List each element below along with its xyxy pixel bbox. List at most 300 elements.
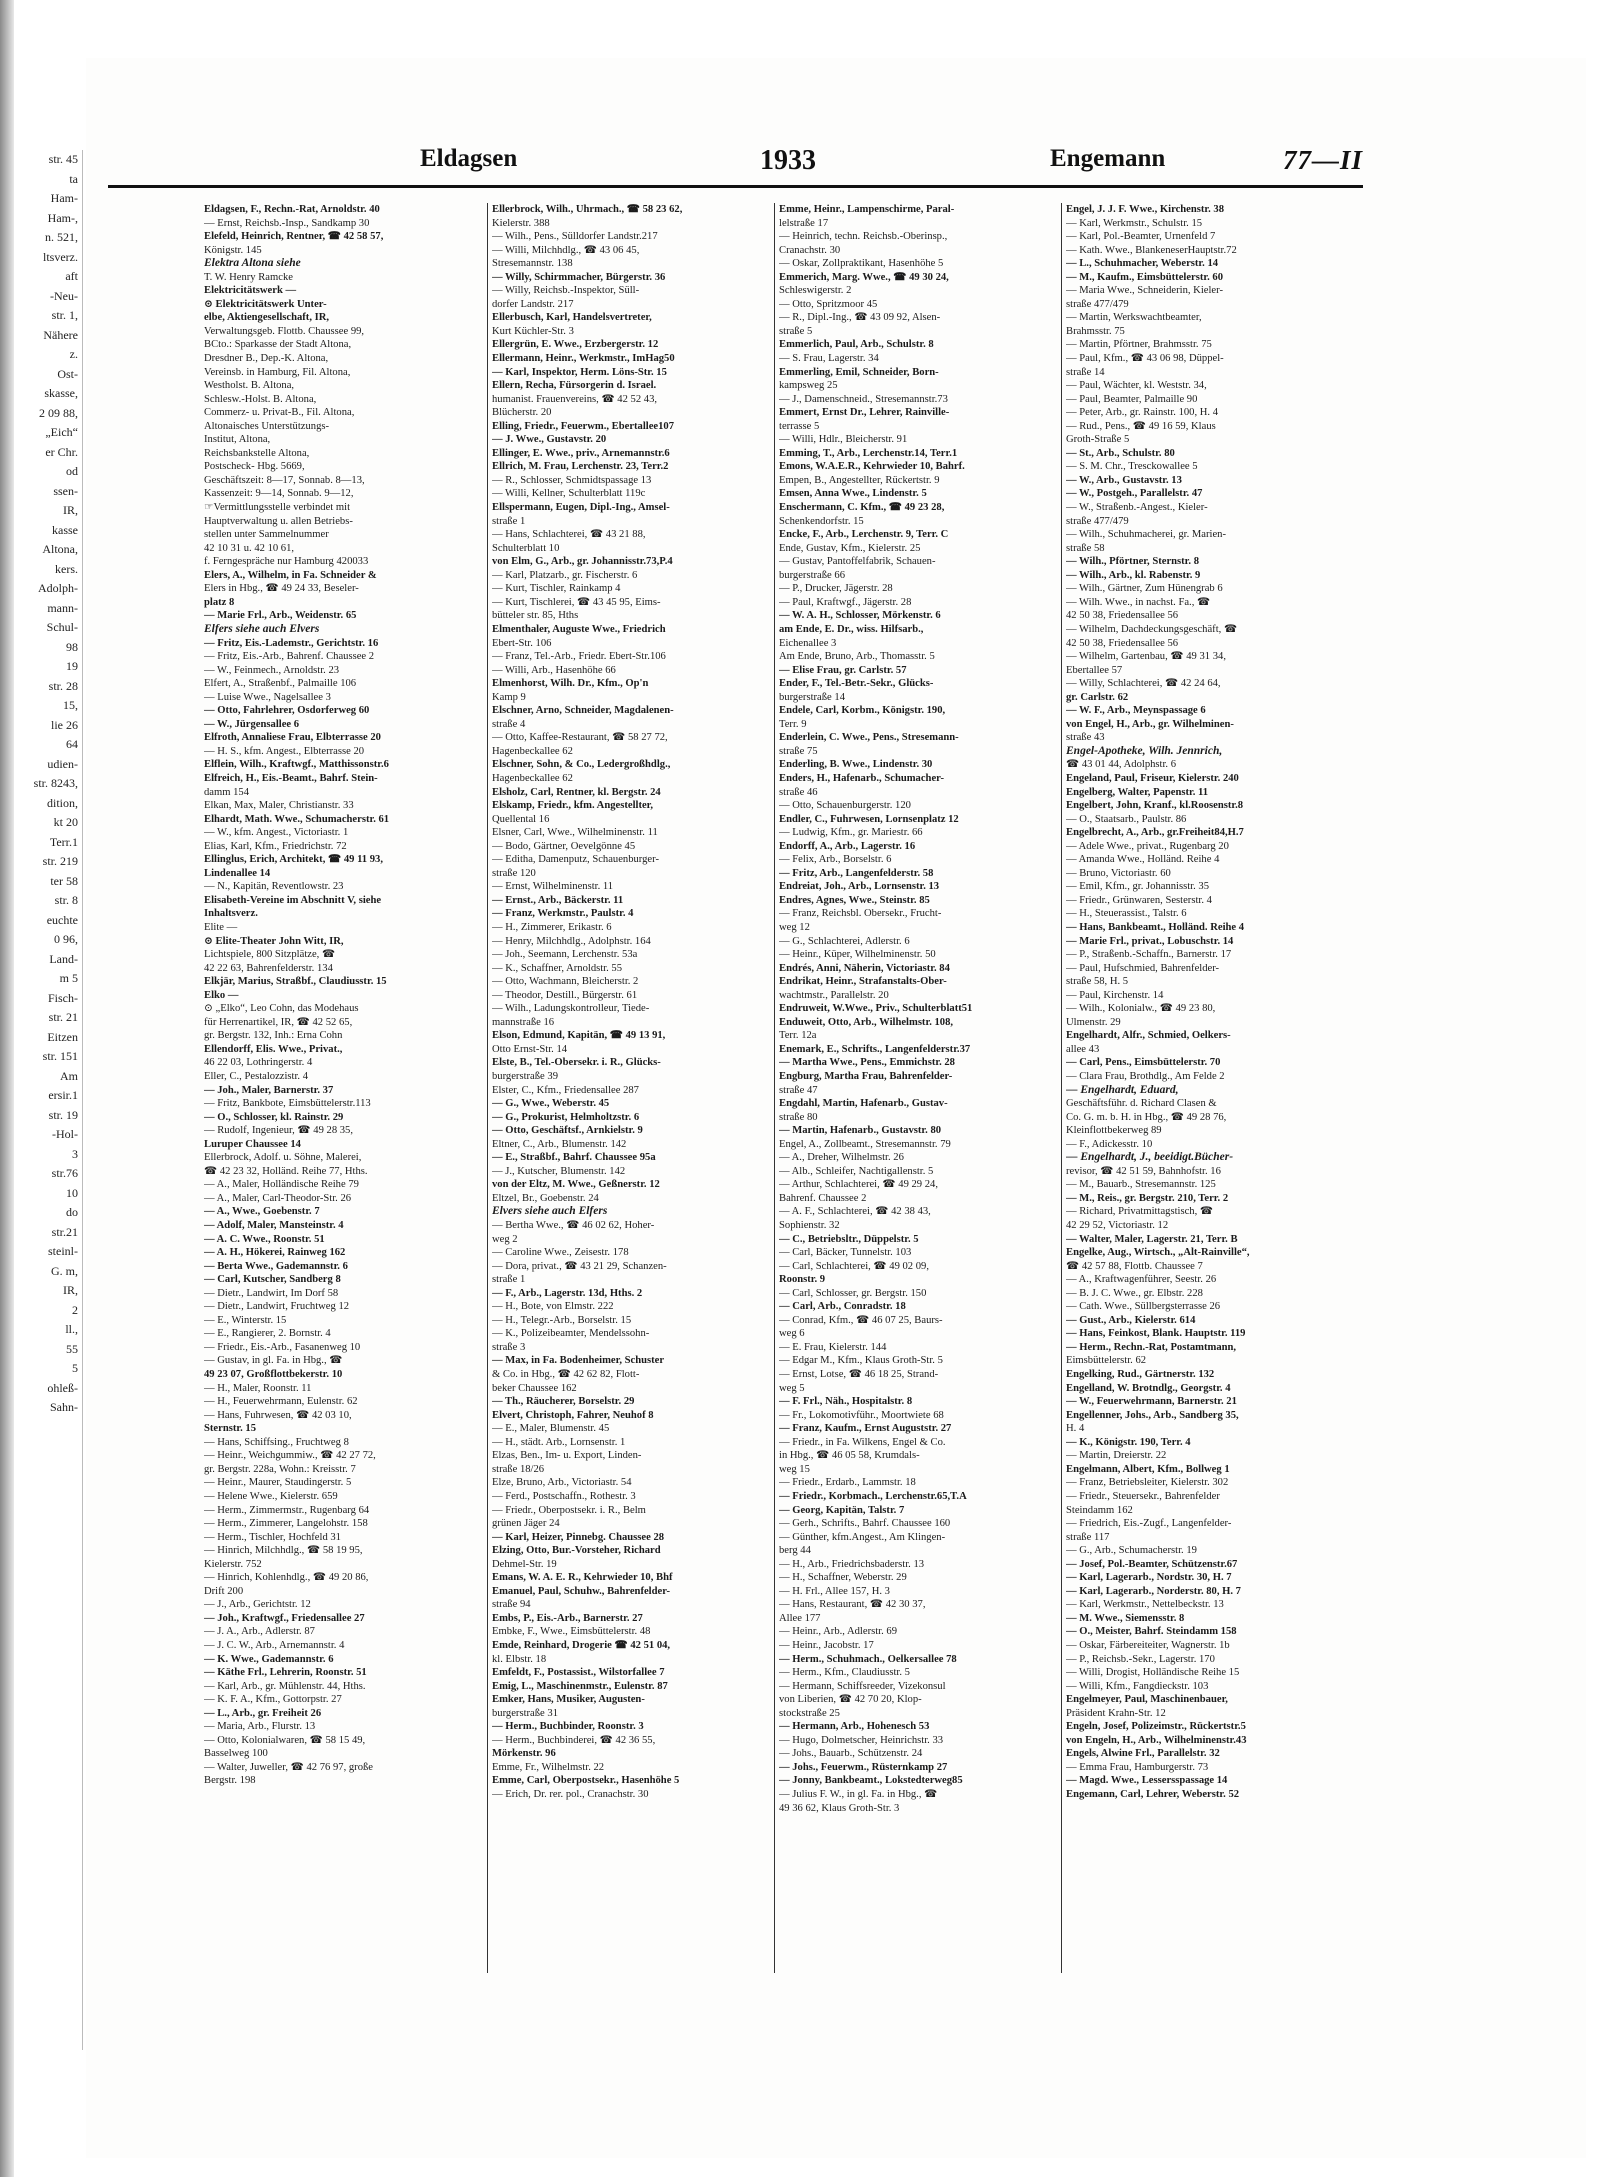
directory-entry: Elson, Edmund, Kapitän, ☎ 49 13 91, [492, 1030, 666, 1042]
directory-entry: — Ernst., Arb., Bäckerstr. 11 [492, 894, 624, 906]
directory-entry: — O., Schlosser, kl. Rainstr. 29 [204, 1111, 344, 1123]
directory-entry: — Henry, Milchhdlg., Adolphstr. 164 [492, 935, 651, 947]
directory-entry: — Bruno, Victoriastr. 60 [1066, 867, 1171, 879]
directory-entry: straße 117 [1066, 1531, 1110, 1543]
margin-fragment: euchte [46, 912, 78, 927]
directory-entry: Dresdner B., Dep.-K. Altona, [204, 353, 329, 365]
directory-entry: — Ernst, Reichsb.-Insp., Sandkamp 30 [204, 217, 370, 229]
directory-entry: — Hinrich, Kohlenhdlg., ☎ 49 20 86, [204, 1572, 369, 1584]
directory-entry: Engelbert, John, Kranf., kl.Roosenstr.8 [1066, 800, 1244, 812]
margin-fragment: Adolph- [38, 581, 78, 595]
directory-entry: — Rudolf, Ingenieur, ☎ 49 28 35, [204, 1125, 354, 1137]
directory-entry: — K., Polizeibeamter, Mendelssohn- [492, 1328, 650, 1340]
directory-entry: — Maria, Arb., Flurstr. 13 [204, 1721, 316, 1733]
directory-entry: — H., Zimmerer, Erikastr. 6 [492, 921, 612, 933]
directory-entry: — Peter, Arb., gr. Rainstr. 100, H. 4 [1066, 407, 1218, 419]
directory-entry: — Julius F. W., in gl. Fa. in Hbg., ☎ [779, 1788, 938, 1800]
column-4 [1061, 203, 1348, 1973]
directory-entry: — Richard, Privatmittagstisch, ☎ [1066, 1206, 1214, 1218]
directory-entry: — Carl, Arb., Conradstr. 18 [779, 1301, 906, 1313]
margin-fragment: mann- [47, 600, 78, 615]
directory-entry: Emker, Hans, Musiker, Augusten- [492, 1694, 645, 1706]
margin-fragment: ltsverz. [43, 249, 78, 264]
directory-entry: — G., Schlachterei, Adlerstr. 6 [779, 935, 910, 947]
directory-entry: — P., Drucker, Jägerstr. 28 [779, 583, 893, 595]
directory-entry: Emfeldt, F., Postassist., Wilstorfallee 7 [492, 1667, 665, 1679]
directory-entry: — K., Schaffner, Arnoldstr. 55 [492, 962, 623, 974]
margin-fragment: 10 [66, 1185, 78, 1200]
directory-entry: — A., Kraftwagenführer, Seestr. 26 [1066, 1274, 1217, 1286]
directory-entry: — Bertha Wwe., ☎ 46 02 62, Hoher- [492, 1220, 655, 1232]
directory-entry: ⊙ „Elko“, Leo Cohn, das Modehaus [204, 1003, 359, 1015]
directory-entry: — Wilh., Gärtner, Zum Hünengrab 6 [1066, 583, 1223, 595]
directory-entry: damm 154 [204, 786, 250, 798]
directory-entry: Elers, A., Wilhelm, in Fa. Schneider & [204, 569, 377, 581]
directory-entry: Sternstr. 15 [204, 1423, 256, 1435]
directory-entry: ☎ 42 23 32, Holländ. Reihe 77, Hths. [204, 1165, 368, 1177]
directory-entry: — Paul, Kraftwgf., Jägerstr. 28 [779, 596, 912, 608]
directory-entry: — H. S., kfm. Angest., Elbterrasse 20 [204, 745, 365, 757]
directory-entry: Co. G. m. b. H. in Hbg., ☎ 49 28 76, [1066, 1111, 1227, 1123]
previous-page-margin [0, 150, 83, 2050]
directory-entry: ☎ 43 01 44, Adolphstr. 6 [1066, 759, 1177, 771]
directory-entry: — O., Meister, Bahrf. Steindamm 158 [1066, 1626, 1237, 1638]
directory-entry: — H., städt. Arb., Lornsenstr. 1 [492, 1436, 626, 1448]
directory-entry: straße 14 [1066, 366, 1105, 378]
margin-fragment: str. 21 [48, 1010, 78, 1024]
directory-entry: — Bodo, Gärtner, Oevelgönne 45 [492, 840, 636, 852]
directory-entry: — Karl, Lagerarb., Norderstr. 80, H. 7 [1066, 1585, 1241, 1597]
directory-entry: Emmerling, Emil, Schneider, Born- [779, 366, 939, 378]
directory-entry: lelstraße 17 [779, 217, 829, 229]
margin-fragment: Nähere [43, 327, 78, 342]
directory-entry: — Wilhelm, Gartenbau, ☎ 49 31 34, [1066, 651, 1226, 663]
directory-entry: von Engeln, H., Arb., Wilhelminenstr.43 [1066, 1734, 1247, 1746]
directory-entry: — Friedr., in Fa. Wilkens, Engel & Co. [779, 1436, 946, 1448]
margin-fragment: ohleß- [47, 1380, 78, 1395]
directory-entry: Kassenzeit: 9—14, Sonnab. 9—12, [204, 488, 354, 500]
directory-entry: Endrés, Anni, Näherin, Victoriastr. 84 [779, 962, 950, 974]
directory-entry: — Karl, Arb., gr. Mühlenstr. 44, Hths. [204, 1680, 366, 1692]
directory-entry: — Martin, Hafenarb., Gustavstr. 80 [779, 1125, 942, 1137]
directory-entry: straße 58, H. 5 [1066, 976, 1129, 988]
directory-entry: — Gust., Arb., Kielerstr. 614 [1066, 1314, 1196, 1326]
directory-entry: — Franz, Reichsbl. Obersekr., Frucht- [779, 908, 942, 920]
directory-entry: — Willi, Drogist, Holländische Reihe 15 [1066, 1667, 1240, 1679]
directory-entry: — Willy, Reichsb.-Inspektor, Süll- [492, 285, 640, 297]
directory-entry: straße 1 [492, 1274, 526, 1286]
directory-entry: Ende, Gustav, Kfm., Kielerstr. 25 [779, 542, 921, 554]
directory-entry: — Friedr., Erdarb., Lammstr. 18 [779, 1477, 916, 1489]
directory-entry: — Franz, Werkmstr., Paulstr. 4 [492, 908, 634, 920]
directory-entry: — Martin, Werkswachtbeamter, [1066, 312, 1202, 324]
directory-entry: Engelking, Rud., Gärtnerstr. 132 [1066, 1369, 1215, 1381]
directory-entry: — Magd. Wwe., Lessersspassage 14 [1066, 1775, 1228, 1787]
directory-entry: Roonstr. 9 [779, 1274, 826, 1286]
directory-entry: — N., Kapitän, Reventlowstr. 23 [204, 881, 344, 893]
directory-entry: kampsweg 25 [779, 380, 838, 392]
directory-entry: Endrikat, Heinr., Strafanstalts-Ober- [779, 976, 947, 988]
directory-entry: Engelmeyer, Paul, Maschinenbauer, [1066, 1694, 1228, 1706]
directory-entry: — Hinrich, Milchhdlg., ☎ 58 19 95, [204, 1545, 363, 1557]
directory-entry: — E., Rangierer, 2. Bornstr. 4 [204, 1328, 331, 1340]
directory-entry: — Friedr., Eis.-Arb., Fasanenweg 10 [204, 1341, 361, 1353]
margin-fragment: Altona, [42, 542, 78, 556]
column-1 [200, 203, 487, 1973]
directory-entry: — Emma Frau, Hamburgerstr. 73 [1066, 1761, 1209, 1773]
directory-entry: BCto.: Sparkasse der Stadt Altona, [204, 339, 352, 351]
directory-entry: Elektricitätswerk — [204, 285, 297, 297]
directory-entry: Bahrenf. Chaussee 2 [779, 1192, 867, 1204]
directory-entry: — Josef, Pol.-Beamter, Schützenstr.67 [1066, 1558, 1238, 1570]
margin-fragment: str. 19 [48, 1107, 78, 1122]
directory-entry: — Hermann, Arb., Hohenesch 53 [779, 1721, 930, 1733]
directory-entry: — Friedr., Grünwaren, Sesterstr. 4 [1066, 894, 1212, 906]
margin-fragment: dition, [46, 795, 78, 810]
directory-entry: Eller, C., Pestalozzistr. 4 [204, 1071, 309, 1082]
margin-fragment: Ham- [50, 191, 78, 205]
directory-entry: gr. Bergstr. 228a, Wohn.: Kreisstr. 7 [204, 1463, 356, 1475]
directory-entry: — Th., Räucherer, Borselstr. 29 [492, 1396, 635, 1408]
directory-entry: — G., Prokurist, Helmholtzstr. 6 [492, 1111, 640, 1123]
directory-entry: 49 36 62, Klaus Groth-Str. 3 [779, 1802, 900, 1814]
directory-entry: — Fritz, Eis.-Lademstr., Gerichtstr. 16 [204, 637, 379, 649]
directory-entry: — Hans, Feinkost, Blank. Hauptstr. 119 [1066, 1328, 1246, 1340]
directory-entry: — Wilh., Schuhmacherei, gr. Marien- [1066, 529, 1227, 541]
margin-fragment: ta [69, 171, 78, 186]
directory-entry: Emde, Reinhard, Drogerie ☎ 42 51 04, [492, 1639, 671, 1651]
page-number: 77—II [1282, 145, 1363, 175]
directory-entry: Schlesw.-Holst. B. Altona, [204, 393, 317, 405]
margin-fragment: Ham-, [47, 210, 78, 225]
directory-entry: — Friedrich, Eis.-Zugf., Langenfelder- [1066, 1518, 1232, 1530]
directory-entry: — M., Reis., gr. Bergstr. 210, Terr. 2 [1066, 1192, 1229, 1204]
directory-entry: berg 44 [779, 1545, 811, 1557]
directory-entry: Bergstr. 198 [204, 1775, 256, 1787]
directory-entry: Ellendorff, Elis. Wwe., Privat., [204, 1043, 343, 1055]
page-header [108, 135, 1363, 188]
directory-entry: Ellerbrock, Wilh., Uhrmach., ☎ 58 23 62, [492, 204, 683, 215]
directory-entry: straße 3 [492, 1341, 526, 1353]
directory-entry: Reichsbankstelle Altona, [204, 447, 310, 459]
directory-entry: Emanuel, Paul, Schuhw., Bahrenfelder- [492, 1585, 671, 1597]
directory-entry: Elektra Altona siehe [204, 257, 301, 270]
directory-entry: von Engel, H., Arb., gr. Wilhelminen- [1066, 718, 1234, 730]
directory-entry: straße 94 [492, 1599, 531, 1611]
directory-entry: Lindenallee 14 [204, 867, 271, 879]
directory-entry: — W., Jürgensallee 6 [204, 718, 300, 730]
directory-entry: — Heinr., Weichgummiw., ☎ 42 27 72, [204, 1450, 376, 1462]
directory-entry: terrasse 5 [779, 420, 820, 432]
directory-entry: Emme, Fr., Wilhelmstr. 22 [492, 1761, 605, 1773]
directory-entry: Engel, A., Zollbeamt., Stresemannstr. 79 [779, 1138, 951, 1150]
directory-entry: 42 50 38, Friedensallee 56 [1066, 637, 1179, 649]
directory-entry: Eltzel, Br., Goebenstr. 24 [492, 1192, 599, 1204]
directory-entry: — Fritz, Arb., Langenfelderstr. 58 [779, 867, 934, 879]
directory-entry: grünen Jäger 24 [492, 1518, 560, 1530]
directory-entry: Encke, F., Arb., Lerchenstr. 9, Terr. C [779, 529, 949, 541]
directory-entry: — M., Bauarb., Stresemannstr. 125 [1066, 1179, 1216, 1191]
directory-entry: — Clara Frau, Brothdlg., Am Felde 2 [1066, 1071, 1225, 1082]
directory-entry: — Emil, Kfm., gr. Johannisstr. 35 [1066, 881, 1210, 893]
directory-entry: — Wilh., Arb., kl. Rabenstr. 9 [1066, 569, 1201, 581]
directory-entry: — Willi, Kfm., Fangdieckstr. 103 [1066, 1680, 1209, 1692]
directory-entry: Geschäftsführ. d. Richard Clasen & [1066, 1098, 1217, 1110]
directory-entry: stellen unter Sammelnummer [204, 529, 329, 541]
directory-entry: straße 4 [492, 718, 526, 730]
directory-entry: — Erich, Dr. rer. pol., Cranachstr. 30 [492, 1788, 649, 1800]
directory-entry: platz 8 [204, 596, 235, 608]
directory-entry: — O., Staatsarb., Paulstr. 86 [1066, 813, 1187, 825]
margin-fragment: kers. [55, 561, 78, 576]
directory-entry: — Carl, Bäcker, Tunnelstr. 103 [779, 1247, 912, 1259]
margin-fragment: str. 28 [48, 678, 78, 693]
directory-entry: — Johs., Feuerwm., Rüsternkamp 27 [779, 1761, 948, 1773]
directory-entry: Ellermann, Heinr., Werkmstr., ImHag50 [492, 353, 675, 365]
margin-fragment: ssen- [53, 483, 78, 498]
directory-entry: Geschäftszeit: 8—17, Sonnab. 8—13, [204, 474, 365, 486]
directory-entry: — Herm., Zimmermstr., Rugenbarg 64 [204, 1504, 370, 1516]
directory-entry: — A., Wwe., Goebenstr. 7 [204, 1206, 320, 1218]
directory-entry: Elfert, A., Straßenbf., Palmaille 106 [204, 678, 357, 690]
directory-entry: — Oskar, Färbereiteiter, Wagnerstr. 1b [1066, 1639, 1230, 1651]
margin-fragment: m 5 [59, 971, 78, 985]
margin-fragment: str. 8 [54, 893, 78, 907]
directory-entry: — A., Maler, Carl-Theodor-Str. 26 [204, 1192, 352, 1204]
directory-entry: — Max, in Fa. Bodenheimer, Schuster [492, 1355, 665, 1367]
directory-entry: — Dora, privat., ☎ 43 21 29, Schanzen- [492, 1260, 667, 1272]
margin-fragment: 5 [72, 1361, 78, 1375]
directory-entry: — A., Maler, Holländische Reihe 79 [204, 1179, 359, 1191]
directory-entry: — Joh., Seemann, Lerchenstr. 53a [492, 949, 638, 961]
directory-entry: straße 18/26 [492, 1463, 545, 1475]
directory-entry: — Günther, kfm.Angest., Am Klingen- [779, 1531, 946, 1543]
directory-entry: Ellspermann, Eugen, Dipl.-Ing., Amsel- [492, 502, 670, 514]
directory-entry: — Heinr., Maurer, Staudingerstr. 5 [204, 1477, 352, 1489]
directory-entry: Enemark, E., Schrifts., Langenfelderstr.37 [779, 1043, 971, 1055]
directory-entry: Embke, F., Wwe., Eimsbüttelerstr. 48 [492, 1626, 651, 1638]
directory-entry: — E., Straßbf., Bahrf. Chaussee 95a [492, 1152, 656, 1164]
margin-fragment: Ost- [57, 366, 78, 381]
directory-entry: Enschermann, C. Kfm., ☎ 49 23 28, [779, 502, 945, 514]
directory-entry: Embs, P., Eis.-Arb., Barnerstr. 27 [492, 1612, 643, 1624]
directory-entry: — Herm., Schuhmach., Oelkersallee 78 [779, 1653, 957, 1665]
margin-fragment: 98 [66, 639, 78, 654]
margin-fragment: steinl- [48, 1244, 78, 1258]
directory-entry: straße 80 [779, 1111, 818, 1123]
directory-entry: — W., Feinmech., Arnoldstr. 23 [204, 664, 340, 676]
directory-entry: — P., Straßenb.-Schaffn., Barnerstr. 17 [1066, 949, 1232, 961]
directory-entry: — Johs., Bauarb., Schützenstr. 24 [779, 1748, 923, 1760]
margin-fragment: ersir.1 [48, 1088, 78, 1102]
directory-entry: wachtmstr., Parallelstr. 20 [779, 989, 889, 1001]
directory-entry: Elkjär, Marius, Straßbf., Claudiusstr. 15 [204, 976, 387, 988]
directory-entry: & Co. in Hbg., ☎ 42 62 82, Flott- [492, 1369, 640, 1381]
directory-entry: Cranachstr. 30 [779, 244, 841, 256]
directory-entry: — E. Frau, Kielerstr. 144 [779, 1341, 887, 1353]
directory-entry: — W., Arb., Gustavstr. 13 [1066, 474, 1182, 486]
directory-entry: — St., Arb., Schulstr. 80 [1066, 447, 1175, 459]
directory-entry: — L., Schuhmacher, Weberstr. 14 [1066, 258, 1219, 270]
directory-entry: Eldagsen, F., Rechn.-Rat, Arnoldstr. 40 [204, 204, 380, 215]
margin-fragment: str. 8243, [33, 776, 78, 790]
directory-entry: straße 1 [492, 515, 526, 527]
directory-entry: Brahmsstr. 75 [1066, 325, 1125, 337]
directory-entry: — Karl, Lagerarb., Nordstr. 30, H. 7 [1066, 1572, 1232, 1584]
directory-entry: — K. F. A., Kfm., Gottorpstr. 27 [204, 1694, 342, 1706]
directory-entry: Luruper Chaussee 14 [204, 1138, 301, 1150]
directory-entry: — A. F., Schlachterei, ☎ 42 38 43, [779, 1206, 931, 1218]
directory-entry: H. 4 [1066, 1423, 1085, 1435]
directory-entry: — Gustav, in gl. Fa. in Hbg., ☎ [204, 1355, 343, 1367]
directory-entry: — Otto, Geschäftsf., Arnkielstr. 9 [492, 1125, 643, 1137]
directory-entry: Schulterblatt 10 [492, 542, 560, 554]
directory-entry: — J. Wwe., Gustavstr. 20 [492, 434, 607, 446]
margin-fragment: 3 [72, 1146, 78, 1161]
directory-entry: — Amanda Wwe., Holländ. Reihe 4 [1066, 854, 1220, 866]
directory-entry: Am Ende, Bruno, Arb., Thomasstr. 5 [779, 651, 935, 663]
directory-entry: — Ferd., Postschaffn., Rothestr. 3 [492, 1490, 636, 1502]
directory-entry: Emmert, Ernst Dr., Lehrer, Rainville- [779, 407, 950, 419]
directory-entry: am Ende, E. Dr., wiss. Hilfsarb., [779, 623, 924, 635]
directory-entry: Elers in Hbg., ☎ 49 24 33, Beseler- [204, 583, 359, 595]
directory-entry: — Herm., Zimmerer, Langelohstr. 158 [204, 1518, 368, 1530]
directory-entry: — Wilh. Wwe., in nachst. Fa., ☎ [1066, 596, 1211, 608]
directory-entry: weg 15 [779, 1463, 810, 1475]
directory-entry: — Otto, Wachmann, Bleicherstr. 2 [492, 976, 639, 988]
margin-fragment: -Neu- [50, 288, 78, 303]
directory-entry: — M. Wwe., Siemensstr. 8 [1066, 1612, 1185, 1624]
directory-entry: — Marie Frl., privat., Lobuschstr. 14 [1066, 935, 1234, 947]
directory-entry: — Otto, Fahrlehrer, Osdorferweg 60 [204, 705, 370, 717]
directory-entry: beker Chaussee 162 [492, 1382, 577, 1394]
directory-entry: Elschner, Sohn, & Co., Ledergroßhdlg., [492, 759, 671, 771]
directory-entry: mannstraße 16 [492, 1016, 555, 1028]
directory-entry: Verwaltungsgeb. Flottb. Chaussee 99, [204, 325, 365, 337]
directory-entry: Kleinflottbekerweg 89 [1066, 1125, 1162, 1137]
directory-entry: — Franz, Tel.-Arb., Friedr. Ebert-Str.106 [492, 651, 666, 663]
directory-entry: Engeln, Josef, Polizeimstr., Rückertstr.5 [1066, 1721, 1246, 1733]
directory-entry: — Wilh., Ladungskontrolleur, Tiede- [492, 1003, 650, 1015]
margin-fragment: kt 20 [53, 815, 78, 829]
directory-entry: — Joh., Maler, Barnerstr. 37 [204, 1084, 334, 1096]
directory-entry: — Felix, Arb., Borselstr. 6 [779, 854, 892, 866]
directory-entry: Elvert, Christoph, Fahrer, Neuhof 8 [492, 1409, 654, 1421]
directory-entry: Ellern, Recha, Fürsorgerin d. Israel. [492, 380, 657, 392]
directory-entry: burgerstraße 39 [492, 1071, 558, 1082]
directory-entry: straße 477/479 [1066, 515, 1129, 527]
directory-entry: — Luise Wwe., Nagelsallee 3 [204, 691, 331, 703]
margin-fragment: IR, [63, 1283, 78, 1297]
directory-entry: Elflein, Wilh., Kraftwgf., Matthissonstr.6 [204, 759, 389, 771]
directory-entry: — Paul, Kfm., ☎ 43 06 98, Düppel- [1066, 353, 1224, 365]
directory-entry: — W., kfm. Angest., Victoriastr. 1 [204, 827, 349, 839]
directory-entry: Basselweg 100 [204, 1748, 268, 1760]
directory-entry: Emme, Carl, Oberpostsekr., Hasenhöhe 5 [492, 1775, 680, 1787]
directory-entry: Kurt Küchler-Str. 3 [492, 325, 574, 337]
directory-entry: — W. F., Arb., Meynspassage 6 [1066, 705, 1206, 717]
directory-entry: — Friedr., Korbmach., Lerchenstr.65,T.A [779, 1490, 967, 1502]
directory-entry: — Willy, Schirmmacher, Bürgerstr. 36 [492, 271, 666, 283]
directory-entry: — Paul, Beamter, Palmaille 90 [1066, 393, 1198, 405]
directory-entry: Enderling, B. Wwe., Lindenstr. 30 [779, 759, 933, 771]
directory-entry: straße 58 [1066, 542, 1105, 554]
directory-entry: in Hbg., ☎ 46 05 58, Krumdals- [779, 1450, 920, 1462]
directory-entry: Emme, Heinr., Lampenschirme, Paral- [779, 204, 955, 215]
directory-entry: Endruweit, W.Wwe., Priv., Schulterblatt51 [779, 1003, 973, 1015]
directory-entry: Enders, H., Hafenarb., Schumacher- [779, 772, 944, 784]
directory-entry: Ellerbrock, Adolf. u. Söhne, Malerei, [204, 1152, 362, 1164]
directory-entry: — W. A. H., Schlosser, Mörkenstr. 6 [779, 610, 941, 622]
directory-entry: straße 75 [779, 745, 818, 757]
directory-entry: — Walter, Juweller, ☎ 42 76 97, große [204, 1761, 373, 1773]
directory-entry: — Fritz, Bankbote, Eimsbüttelerstr.113 [204, 1098, 371, 1110]
directory-entry: — Heinr., Küper, Wilhelminenstr. 50 [779, 949, 936, 961]
margin-fragment: Land- [49, 951, 78, 966]
directory-entry: — Wilh., Kolonialw., ☎ 49 23 80, [1066, 1003, 1216, 1015]
margin-fragment: ter 58 [50, 873, 78, 888]
directory-entry: — Paul, Kirchenstr. 14 [1066, 989, 1164, 1001]
margin-fragment: „Eich“ [45, 425, 78, 439]
directory-entry: — Heinr., Jacobstr. 17 [779, 1639, 874, 1651]
directory-entry: — Dietr., Landwirt, Im Dorf 58 [204, 1287, 339, 1299]
directory-entry: Eimsbüttelerstr. 62 [1066, 1355, 1147, 1367]
directory-entry: Elias, Karl, Kfm., Friedrichstr. 72 [204, 840, 347, 852]
margin-fragment: Schul- [46, 620, 78, 634]
directory-entry: von der Eltz, M. Wwe., Geßnerstr. 12 [492, 1179, 660, 1191]
directory-entry: Institut, Altona, [204, 434, 271, 446]
directory-entry: Quellental 16 [492, 813, 550, 825]
margin-fragment: er Chr. [45, 444, 78, 459]
directory-entry: — F., Adickesstr. 10 [1066, 1138, 1153, 1150]
directory-entry: Engburg, Martha Frau, Bahrenfelder- [779, 1071, 953, 1082]
directory-entry: — Dietr., Landwirt, Fruchtweg 12 [204, 1301, 350, 1313]
directory-entry: — Berta Wwe., Gademannstr. 6 [204, 1260, 348, 1272]
directory-entry: von Liberien, ☎ 42 70 20, Klop- [779, 1694, 922, 1706]
margin-fragment: od [66, 464, 78, 478]
directory-entry: — Carl, Schlosser, gr. Bergstr. 150 [779, 1287, 927, 1299]
directory-entry: — P., Reichsb.-Sekr., Lagerstr. 170 [1066, 1653, 1215, 1665]
margin-fragment: kasse [52, 522, 78, 537]
directory-entry: Elhardt, Math. Wwe., Schumacherstr. 61 [204, 813, 390, 825]
directory-entry: Hagenbeckallee 62 [492, 772, 573, 784]
directory-entry: — H., Telegr.-Arb., Borselstr. 15 [492, 1314, 632, 1326]
directory-entry: Emons, W.A.E.R., Kehrwieder 10, Bahrf. [779, 461, 965, 473]
directory-entry: — Willy, Schlachterei, ☎ 42 24 64, [1066, 678, 1221, 690]
directory-entry: — Willi, Kellner, Schulterblatt 119c [492, 488, 646, 500]
directory-entry: Ender, F., Tel.-Betr.-Sekr., Glücks- [779, 678, 934, 690]
margin-fragment: 55 [66, 1341, 78, 1356]
directory-entry: — Caroline Wwe., Zeisestr. 178 [492, 1247, 629, 1259]
directory-entry: Drift 200 [204, 1585, 244, 1597]
directory-entry: — H., Feuerwehrmann, Eulenstr. 62 [204, 1396, 358, 1408]
directory-entry: — Fr., Lokomotivführ., Moortwiete 68 [779, 1409, 944, 1421]
directory-entry: straße 47 [779, 1084, 818, 1096]
header-last-entry: Engemann [1050, 145, 1166, 172]
directory-entry: Allee 177 [779, 1612, 821, 1624]
directory-entry: Blücherstr. 20 [492, 407, 552, 419]
directory-entry: — E., Maler, Blumenstr. 45 [492, 1423, 610, 1435]
directory-entry: — Wilh., Pens., Sülldorfer Landstr.217 [492, 231, 658, 243]
directory-entry: burgerstraße 31 [492, 1707, 558, 1719]
directory-entry: — E., Winterstr. 15 [204, 1314, 287, 1326]
directory-entry: — Carl, Schlachterei, ☎ 49 02 09, [779, 1260, 929, 1272]
directory-entry: — H., Steuerassist., Talstr. 6 [1066, 908, 1187, 920]
directory-entry: Postscheck- Hbg. 5669, [204, 461, 305, 473]
margin-fragment: 64 [66, 737, 78, 751]
directory-entry: — Hans, Restaurant, ☎ 42 30 37, [779, 1599, 926, 1611]
directory-entry: — Heinr., Arb., Adlerstr. 69 [779, 1626, 897, 1638]
